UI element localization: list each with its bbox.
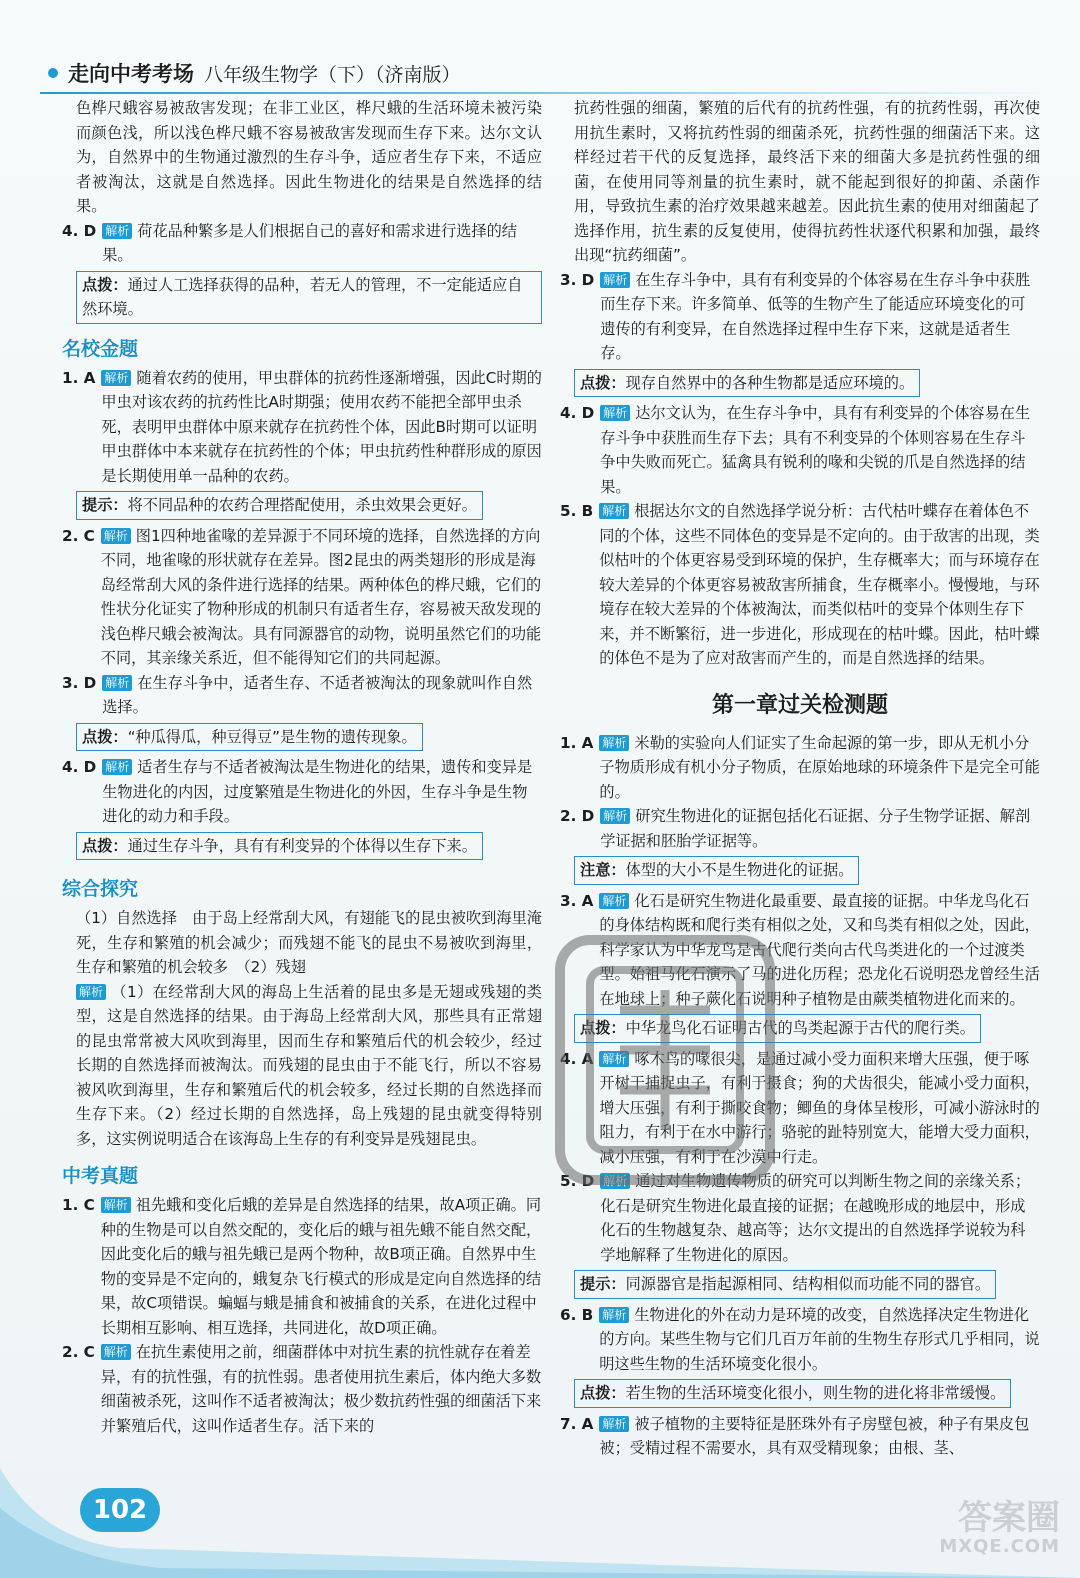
- tip-label: 点拨：: [580, 373, 626, 392]
- explore-answer: （1）自然选择 由于岛上经常刮大风，有翅能飞的昆虫被吹到海里淹死，生存和繁殖的机会减少；而残翅不能飞的昆虫不易被吹到海里，生存和繁殖的机会较多 （2）残翅: [76, 909, 542, 976]
- tip-box: [574, 1270, 996, 1299]
- tip-text: 体型的大小不是生物进化的证据。: [625, 861, 854, 879]
- answer-number: 4. D: [62, 758, 97, 776]
- tip-label: 提示：: [82, 496, 128, 514]
- analysis-tag: 解析: [101, 370, 131, 386]
- answer-text: 通过对生物遗传物质的研究可以判断生物之间的亲缘关系；化石是研究生物进化最直接的证据；在越晚形成的地层中，形成化石的生物越复杂、越高等；达尔文提出的自然选择学说较为科学地解释了生物进化的原因。: [600, 1172, 1031, 1264]
- answer-item: [62, 1340, 542, 1438]
- analysis-tag: 解析: [101, 1344, 131, 1360]
- tip-label: 点拨：: [82, 836, 128, 855]
- answer-text: 祖先蛾和变化后蛾的差异是自然选择的结果，故A项正确。同种的生物是可以自然交配的，变化后的蛾与祖先蛾不能自然交配，因此变化后的蛾与祖先蛾已是两个物种，故B项正确。自然界中生物的变异是不定向的，蛾复杂飞行模式的形成是定向自然选择的结果，故C项错误。蝙蝠与蛾是捕食和被捕食的关系，在进化过程中长期相互影响、相互选择，共同进化，故D项正确。: [100, 1196, 542, 1337]
- analysis-text: （1）在经常刮大风的海岛上生活着的昆虫多是无翅或残翅的类型，这是自然选择的结果。由于海岛上经常刮大风，那些具有正常翅的昆虫常常被大风吹到海里，因而生存和繁殖后代的机会较少，经过长期的自然选择而被淘汰。而残翅的昆虫由于不能飞行，所以不容易被风吹到海里，生存和繁殖后代的机会较多，经过长期的自然选择而生存下来。（2）经过长期的自然选择，岛上残翅的昆虫就变得特别多，这实例说明适合在该海岛上生存的有利变异是残翅昆虫。: [76, 982, 542, 1148]
- section-heading: 中考真题: [62, 1165, 139, 1187]
- tip-box: [76, 832, 483, 861]
- tip-text: “种瓜得瓜，种豆得豆”是生物的遗传现象。: [127, 727, 417, 746]
- answer-number: 3. D: [560, 270, 595, 289]
- answer-number: 1. A: [62, 368, 96, 387]
- tip-box: [574, 369, 920, 398]
- answer-text: 研究生物进化的证据包括化石证据、分子生物学证据、解剖学证据和胚胎学证据等。: [600, 807, 1031, 850]
- tip-text: 将不同品种的农药合理搭配使用，杀虫效果会更好。: [127, 496, 477, 514]
- analysis-tag: 解析: [101, 1197, 131, 1213]
- site-watermark: [900, 1500, 1060, 1560]
- analysis-tag: 解析: [599, 1051, 629, 1067]
- right-column: [560, 96, 1040, 1461]
- tip-text: 现存自然界中的各种生物都是适应环境的。: [625, 373, 915, 392]
- answer-text: 化石是研究生物进化最重要、最直接的证据。中华龙鸟化石的身体结构既和爬行类有相似之处，又和鸟类有相似之处，因此，科学家认为中华龙鸟是古代爬行类向古代鸟类进化的一个过渡类型。始祖马化石演示了马的进化历程；恐龙化石说明恐龙曾经生活在地球上；种子蕨化石说明种子植物是由蕨类植物进化而来的。: [599, 891, 1040, 1008]
- analysis-tag: 解析: [599, 1416, 629, 1432]
- answer-item: [560, 401, 1040, 499]
- answer-text: 在抗生素使用之前，细菌群体中对抗生素的抗性就存在着差异，有的抗性强，有的抗性弱。患者使用抗生素后，体内绝大多数细菌被杀死，这叫作不适者被淘汰；极少数抗药性强的细菌活下来并繁殖后代，这叫作适者生存。活下来的: [100, 1343, 542, 1435]
- answer-number: 2. C: [62, 1343, 95, 1361]
- answer-text: 达尔文认为，在生存斗争中，具有有利变异的个体容易在生存斗争中获胜而生存下去；具有不利变异的个体则容易在生存斗争中失败而死亡。猛禽具有锐利的喙和尖锐的爪是自然选择的结果。: [600, 404, 1031, 496]
- answer-text: 生物进化的外在动力是环境的改变，自然选择决定生物进化的方向。某些生物与它们几百万年前的生物生存形式几乎相同，说明这些生物的生活环境变化很小。: [599, 1305, 1040, 1373]
- section-heading: 名校金题: [62, 337, 139, 360]
- answer-item: [560, 804, 1040, 853]
- tip-text: 若生物的生活环境变化很小，则生物的进化将非常缓慢。: [625, 1384, 1006, 1402]
- analysis-tag: 解析: [599, 1307, 629, 1323]
- answer-number: 4. D: [62, 221, 97, 240]
- answer-number: 3. A: [560, 891, 594, 910]
- answer-text: 随着农药的使用，甲虫群体的抗药性逐渐增强，因此C时期的甲虫对该农药的抗药性比A时期强；使用农药不能把全部甲虫杀死，表明甲虫群体中原来就存在抗药性个体，因此B时期可以证明甲虫群体中本来就存在抗药性的个体；甲虫抗药性种群形成的原因是长期使用单一品种的农药。: [101, 368, 542, 485]
- intro-paragraph: 色桦尺蛾容易被敌害发现；在非工业区，桦尺蛾的生活环境未被污染而颜色浅，所以浅色桦尺蛾不容易被敌害发现而生存下来。达尔文认为，自然界中的生物通过激烈的生存斗争，适应者生存下来，不适应者被淘汰，这就是自然选择。因此生物进化的结果是自然选择的结果。: [76, 99, 542, 215]
- analysis-tag: 解析: [76, 984, 106, 1000]
- series-title: 走向中考考场: [68, 62, 194, 86]
- answer-number: 3. D: [62, 673, 97, 692]
- tip-label: 注意：: [580, 861, 626, 879]
- analysis-tag: 解析: [102, 759, 132, 775]
- chapter-title: 第一章过关检测题: [711, 692, 888, 718]
- tip-label: 点拨：: [580, 1019, 626, 1037]
- answer-item: [62, 755, 542, 829]
- answer-text: 在生存斗争中，适者生存、不适者被淘汰的现象就叫作自然选择。: [102, 673, 533, 716]
- bullet-dot-icon: [48, 68, 58, 78]
- analysis-tag: 解析: [600, 1173, 630, 1189]
- answer-number: 7. A: [560, 1414, 594, 1433]
- tip-text: 中华龙鸟化石证明古代的鸟类起源于古代的爬行类。: [625, 1019, 975, 1037]
- explore-analysis: [62, 980, 542, 1152]
- tip-label: 点拨：: [580, 1384, 626, 1402]
- tip-label: 提示：: [580, 1275, 626, 1293]
- left-column: [62, 96, 542, 1438]
- answer-item: [560, 499, 1040, 671]
- answer-text: 荷花品种繁多是人们根据自己的喜好和需求进行选择的结果。: [102, 221, 517, 264]
- answer-text: 被子植物的主要特征是胚珠外有子房壁包被，种子有果皮包被；受精过程不需要水，具有双受精现象；由根、茎、: [599, 1414, 1030, 1457]
- answer-number: 1. A: [560, 733, 594, 752]
- answer-item: [560, 268, 1040, 366]
- tip-text: 通过生存斗争，具有有利变异的个体得以生存下来。: [127, 836, 477, 855]
- answer-text: 在生存斗争中，具有有利变异的个体容易在生存斗争中获胜而生存下来。许多简单、低等的生物产生了能适应环境变化的可遗传的有利变异，在自然选择过程中生存下来，这就是适者生存。: [600, 270, 1031, 362]
- page-header: [48, 58, 461, 88]
- analysis-tag: 解析: [600, 808, 630, 824]
- header-rule: [40, 92, 1050, 94]
- tip-box: [76, 271, 542, 324]
- section-heading: 综合探究: [62, 878, 139, 900]
- tip-label: 点拨：: [82, 727, 128, 746]
- answer-item: [62, 1193, 542, 1340]
- analysis-tag: 解析: [102, 223, 132, 239]
- answer-number: 2. C: [62, 526, 95, 545]
- analysis-tag: 解析: [599, 735, 629, 751]
- tip-box: [574, 1379, 1011, 1408]
- analysis-tag: 解析: [599, 893, 629, 909]
- answer-number: 4. A: [560, 1049, 594, 1068]
- answer-item: [62, 219, 542, 268]
- answer-item: [62, 524, 542, 671]
- book-title: 八年级生物学（下）（济南版）: [204, 63, 461, 86]
- answer-item: [62, 366, 542, 489]
- answer-number: 5. B: [560, 502, 594, 520]
- analysis-tag: 解析: [599, 503, 629, 519]
- tip-label: 点拨：: [82, 275, 128, 294]
- answer-text: 图1四种地雀喙的差异源于不同环境的选择，自然选择的方向不同，地雀喙的形状就存在差异。图2昆虫的两类翅形的形成是海岛经常刮大风的条件进行选择的结果。两种体色的桦尺蛾，它们的性状分化证实了物种形成的机制只有适者生存，容易被天敌发现的浅色桦尺蛾会被淘汰。具有同源器官的动物，说明虽然它们的功能不同，其亲缘关系近，但不能得知它们的共同起源。: [100, 526, 542, 667]
- answer-number: 6. B: [560, 1305, 594, 1324]
- answer-text: 适者生存与不适者被淘汰是生物进化的结果，遗传和变异是生物进化的内因，过度繁殖是生物进化的外因，生存斗争是生物进化的动力和手段。: [102, 758, 533, 825]
- analysis-tag: 解析: [600, 405, 630, 421]
- answer-number: 4. D: [560, 404, 595, 422]
- answer-item: [560, 1303, 1040, 1377]
- analysis-tag: 解析: [101, 528, 131, 544]
- continued-paragraph: 抗药性强的细菌，繁殖的后代有的抗药性强，有的抗药性弱，再次使用抗生素时，又将抗药性弱的细菌杀死，抗药性强的细菌活下来。这样经过若干代的反复选择，最终活下来的细菌大多是抗药性强的细菌，在使用同等剂量的抗生素时，就不能起到很好的抑菌、杀菌作用，导致抗生素的治疗效果越来越差。因此抗生素的使用对细菌起了选择作用，抗生素的反复使用，使得抗药性状逐代积累和加强，最终出现“抗药细菌”。: [574, 99, 1040, 264]
- tip-box: [76, 723, 423, 752]
- analysis-tag: 解析: [600, 272, 630, 288]
- answer-text: 啄木鸟的喙很尖，是通过减小受力面积来增大压强，便于啄开树干捕捉虫子，有利于摄食；狗的犬齿很尖，能减小受力面积，增大压强，有利于撕咬食物；鲫鱼的身体呈梭形，可减小游泳时的阻力，有利于在水中游行；骆驼的趾特别宽大，能增大受力面积，减小压强，有利于在沙漠中行走。: [599, 1049, 1040, 1166]
- answer-number: 2. D: [560, 807, 595, 825]
- watermark-logo: 答案圈: [958, 1498, 1060, 1538]
- page-number: 102: [80, 1488, 160, 1532]
- tip-box: [76, 491, 483, 520]
- answer-text: 根据达尔文的自然选择学说分析：古代枯叶蝶存在着体色不同的个体，这些不同体色的变异是不定向的。由于敌害的出现，类似枯叶的个体更容易受到环境的保护，生存概率大；而与环境存在较大差异的个体更容易被敌害所捕食，生存概率小。慢慢地，与环境存在较大差异的个体被淘汰，而类似枯叶的变异个体则生存下来，并不断繁衍，进一步进化，形成现在的枯叶蝶。因此，枯叶蝶的体色不是为了应对敌害而产生的，而是自然选择的结果。: [599, 502, 1040, 667]
- watermark-url: MXQE.COM: [939, 1536, 1060, 1557]
- analysis-tag: 解析: [102, 675, 132, 691]
- tip-text: 通过人工选择获得的品种，若无人的管理，不一定能适应自然环境。: [82, 275, 523, 318]
- tip-text: 同源器官是指起源相同、结构相似而功能不同的器官。: [625, 1275, 991, 1293]
- answer-item: [560, 731, 1040, 805]
- stamp-watermark-icon: [550, 930, 780, 1190]
- answer-number: 5. D: [560, 1172, 595, 1190]
- answer-number: 1. C: [62, 1196, 95, 1214]
- answer-text: 米勒的实验向人们证实了生命起源的第一步，即从无机小分子物质形成有机小分子物质，在原始地球的环境条件下是完全可能的。: [599, 733, 1040, 801]
- answer-item: [62, 671, 542, 720]
- tip-box: [574, 856, 859, 885]
